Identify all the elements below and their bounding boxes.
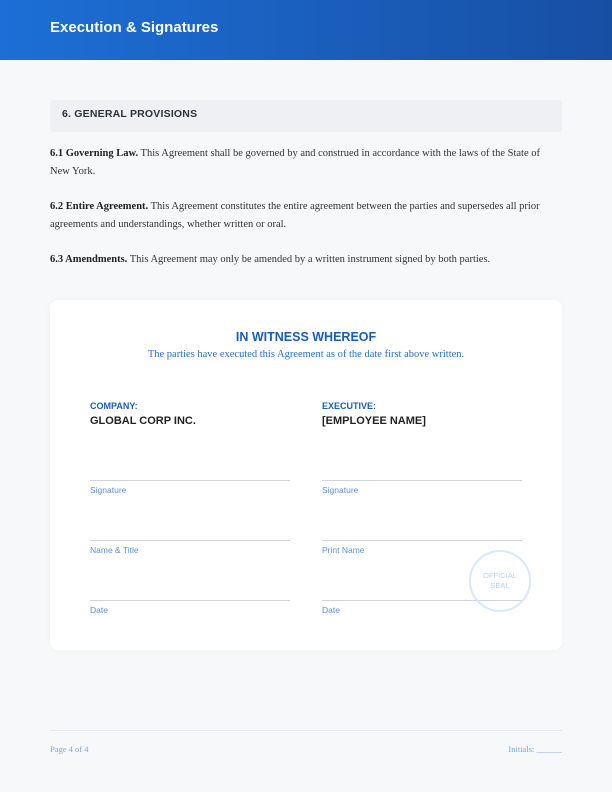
provision-entire-agreement: [50, 198, 562, 233]
page-number: Page 4 of 4: [50, 744, 89, 754]
page-header: [0, 0, 612, 60]
witness-subtitle: The parties have executed this Agreement as of the date first above written.: [147, 349, 465, 360]
company-signature-caption: Signature: [90, 485, 127, 495]
section-heading-bar: [50, 100, 562, 132]
section-title: 6. GENERAL PROVISIONS: [62, 108, 198, 120]
witness-title: IN WITNESS WHEREOF: [235, 330, 377, 344]
header-title: Execution & Signatures: [50, 19, 219, 36]
company-signature-line[interactable]: [90, 480, 290, 481]
seal-text: [475, 571, 525, 591]
executive-signature-caption: Signature: [322, 485, 359, 495]
executive-name: [EMPLOYEE NAME]: [322, 415, 426, 427]
company-name-title-caption: Name & Title: [90, 545, 139, 555]
executive-label: EXECUTIVE:: [322, 401, 377, 411]
signature-card: [50, 300, 562, 650]
provision-text: This Agreement constitutes the entire agreement between the parties and supersedes all prior agreements and understandings, whether written or oral.: [50, 201, 540, 230]
provision-amendments: [50, 251, 562, 269]
executive-date-caption: Date: [322, 605, 340, 615]
company-name: GLOBAL CORP INC.: [90, 415, 196, 427]
executive-signature-line[interactable]: [322, 480, 522, 481]
provision-heading: 6.1 Governing Law.: [50, 148, 139, 159]
provision-text: This Agreement shall be governed by and construed in accordance with the laws of the State of New York.: [50, 148, 540, 177]
initials-field[interactable]: Initials: ______: [508, 744, 562, 754]
official-seal-stamp: [469, 550, 531, 612]
executive-print-name-caption: Print Name: [322, 545, 365, 555]
footer-divider: [50, 730, 562, 731]
seal-line-1: OFFICIAL: [483, 571, 517, 580]
company-date-caption: Date: [90, 605, 108, 615]
company-name-title-line[interactable]: [90, 540, 290, 541]
executive-print-name-line[interactable]: [322, 540, 522, 541]
provision-text: This Agreement may only be amended by a written instrument signed by both parties.: [127, 254, 491, 265]
company-label: COMPANY:: [90, 401, 138, 411]
seal-line-2: SEAL: [490, 581, 510, 590]
company-date-line[interactable]: [90, 600, 290, 601]
provision-governing-law: [50, 145, 562, 180]
provision-heading: 6.3 Amendments.: [50, 254, 128, 265]
provision-heading: 6.2 Entire Agreement.: [50, 201, 149, 212]
